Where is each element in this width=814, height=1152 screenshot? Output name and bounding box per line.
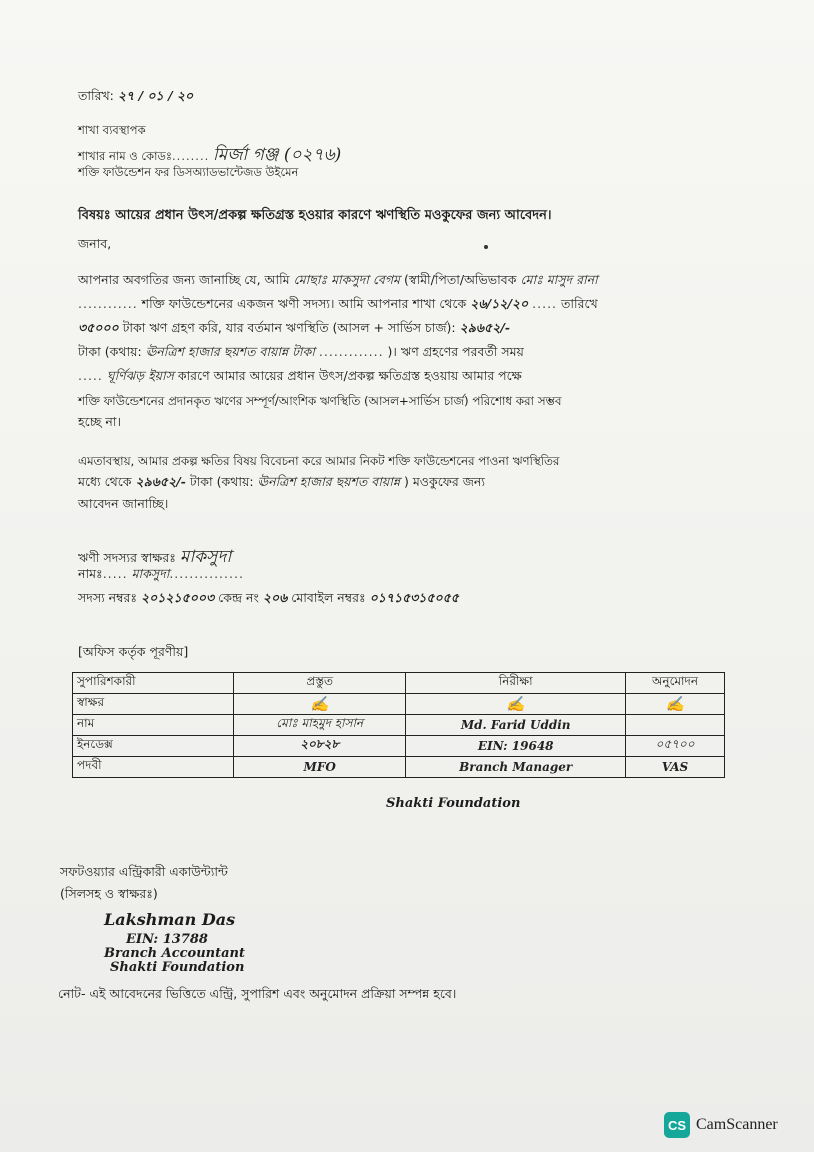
body-line-3 (78, 320, 510, 340)
waive-amount-hand: ২৯৬৫২/- (135, 474, 186, 489)
row-label: পদবী (73, 757, 234, 778)
table-cell: VAS (626, 757, 725, 778)
salutation: জনাব, (78, 236, 112, 251)
branch-manager: শাখা ব্যবস্থাপক (78, 123, 146, 137)
office-section-title: [অফিস কর্তৃক পূরণীয়] (78, 644, 189, 659)
mobile-label: মোবাইল নম্বরঃ (291, 590, 366, 605)
signature-label: ঋণী সদস্যর স্বাক্ষরঃ (78, 550, 176, 565)
table-cell: MFO (234, 757, 406, 778)
dot-mark (484, 245, 488, 249)
body-text: ) মওকুফের জন্য (403, 474, 485, 489)
branch-name-label: শাখার নাম ও কোডঃ (78, 149, 173, 163)
recommendation-table (72, 672, 725, 778)
body-text: শক্তি ফাউন্ডেশনের একজন ঋণী সদস্য। আমি আপনার শাখা থেকে (141, 296, 467, 311)
camscanner-text: CamScanner (696, 1116, 778, 1133)
body-p2-line-1: এমতাবস্থায়, আমার প্রকল্প ক্ষতির বিষয় বিবেচনা করে আমার নিকট শক্তি ফাউন্ডেশনের পাওনা ঋণস্থিতির (78, 454, 560, 468)
signature-cell: ✍ (234, 694, 406, 715)
body-line-1 (78, 272, 598, 292)
table-row (73, 757, 725, 778)
date-suffix: তারিখে (561, 296, 598, 311)
relation-label: (স্বামী/পিতা/অভিভাবক (403, 272, 517, 287)
accountant-stamp-name: Lakshman Das (104, 910, 236, 929)
org-line: শক্তি ফাউন্ডেশন ফর ডিসঅ্যাডভান্টেজড উইমেন (78, 165, 299, 179)
manager-stamp-org: Shakti Foundation (386, 796, 521, 811)
row-label: নাম (73, 715, 234, 736)
table-cell: ২০৮২৮ (234, 736, 406, 757)
relation-hand: মোঃ মাসুদ রানা (520, 272, 598, 287)
accountant-sign-label: (সিলসহ ও স্বাক্ষরঃ) (60, 886, 158, 901)
table-header-cell: নিরীক্ষা (406, 673, 626, 694)
body-text: টাকা ঋণ গ্রহণ করি, যার বর্তমান ঋণস্থিতি (আসল + সার্ভিস চার্জ): (122, 320, 456, 335)
table-row (73, 694, 725, 715)
member-no-hand: ২০১২১৫০০৩ (141, 590, 215, 605)
body-line-5: ..... ঘূর্ণিঝড় ইয়াস কারণে আমার আয়ের প্রধান উৎস/প্রকল্প ক্ষতিগ্রস্ত হওয়ায় আমার পক্ষে (78, 368, 522, 383)
table-header-cell: সুপারিশকারী (73, 673, 234, 694)
member-number-line (78, 590, 459, 610)
table-cell (626, 715, 725, 736)
branch-no-label: কেন্দ্র নং (218, 590, 259, 605)
loan-date-hand: ২৬/১২/২০ (470, 296, 529, 311)
words-label: টাকা (কথায়: (78, 344, 142, 359)
footer-note: নোট- এই আবেদনের ভিত্তিতে এন্ট্রি, সুপারিশ এবং অনুমোদন প্রক্রিয়া সম্পন্ন হবে। (58, 986, 457, 1001)
loan-amount-hand: ৩৫০০০ (78, 320, 119, 335)
table-row (73, 715, 725, 736)
waive-words-hand: ঊনত্রিশ হাজার ছয়শত বায়ান্ন (257, 474, 400, 489)
table-cell: ০৫৭০০ (626, 736, 725, 757)
balance-hand: ২৯৬৫২/- (459, 320, 510, 335)
body-line-7: হচ্ছে না। (78, 414, 121, 429)
member-name-hand: মোছাঃ মাকসুদা বেগম (293, 272, 400, 287)
camscanner-watermark (664, 1112, 778, 1138)
camscanner-logo-icon: CS (664, 1112, 690, 1138)
accountant-title: সফটওয়্যার এন্ট্রিকারী একাউন্ট্যান্ট (60, 864, 228, 879)
table-header-cell: অনুমোদন (626, 673, 725, 694)
table-header-cell: প্রস্তুত (234, 673, 406, 694)
table-cell: মোঃ মাহমুদ হাসান (234, 715, 406, 736)
subject-line: বিষয়ঃ আয়ের প্রধান উৎস/প্রকল্প ক্ষতিগ্রস্ত হওয়ার কারণে ঋণস্থিতি মওকুফের জন্য আবেদন। (78, 208, 552, 223)
table-cell: Branch Manager (406, 757, 626, 778)
body-text: টাকা (কথায়: (189, 474, 254, 489)
branch-name-value: মির্জা গঞ্জ (০২৭৬) (212, 145, 342, 165)
accountant-stamp-ein: EIN: 13788 (126, 932, 208, 947)
table-cell: Md. Farid Uddin (406, 715, 626, 736)
accountant-stamp-title: Branch Accountant (104, 946, 245, 961)
member-name-hand-2: মাকসুদা (131, 566, 170, 581)
member-signature-hand: মাকসুদা (179, 547, 232, 567)
table-cell: EIN: 19648 (406, 736, 626, 757)
branch-no-hand: ২০৬ (262, 590, 288, 605)
member-name-line: নামঃ..... মাকসুদা............... (78, 566, 244, 581)
table-row (73, 736, 725, 757)
table-header-row (73, 673, 725, 694)
date-line (78, 88, 193, 108)
row-label: ইনডেক্স (73, 736, 234, 757)
body-p2-line-2 (78, 474, 485, 494)
body-line-4: টাকা (কথায়: ঊনত্রিশ হাজার ছয়শত বায়ান্ন টাকা ............. )। ঋণ গ্রহণের পরবর্তী সময় (78, 344, 524, 359)
reason-hand: ঘূর্ণিঝড় ইয়াস (106, 368, 174, 383)
mobile-hand: ০১৭১৫৩১৫০৫৫ (369, 590, 459, 605)
branch-name-line: শাখার নাম ও কোডঃ........ মির্জা গঞ্জ (০২৭৬) (78, 145, 342, 165)
body-text: আপনার অবগতির জন্য জানাচ্ছি যে, আমি (78, 272, 290, 287)
body-p2-line-3: আবেদন জানাচ্ছি। (78, 496, 169, 511)
body-text: মধ্যে থেকে (78, 474, 132, 489)
body-text: কারণে আমার আয়ের প্রধান উৎস/প্রকল্প ক্ষতিগ্রস্ত হওয়ায় আমার পক্ষে (177, 368, 522, 383)
member-no-label: সদস্য নম্বরঃ (78, 590, 138, 605)
accountant-stamp-org: Shakti Foundation (110, 960, 245, 975)
date-value: ২৭ / ০১ / ২০ (117, 88, 194, 103)
date-label: তারিখ: (78, 88, 114, 103)
signature-cell: ✍ (406, 694, 626, 715)
body-text: )। ঋণ গ্রহণের পরবর্তী সময় (387, 344, 524, 359)
body-line-2: ............ শক্তি ফাউন্ডেশনের একজন ঋণী সদস্য। আমি আপনার শাখা থেকে ২৬/১২/২০ ..... তারিখে (78, 296, 598, 311)
words-hand: ঊনত্রিশ হাজার ছয়শত বায়ান্ন টাকা (145, 344, 315, 359)
signature-cell: ✍ (626, 694, 725, 715)
name-label: নামঃ (78, 566, 103, 581)
row-label: স্বাক্ষর (73, 694, 234, 715)
body-line-6: শক্তি ফাউন্ডেশনের প্রদানকৃত ঋণের সম্পূর্ণ/আংশিক ঋণস্থিতি (আসল+সার্ভিস চার্জ) পরিশোধ করা সম্ভব (78, 394, 562, 408)
